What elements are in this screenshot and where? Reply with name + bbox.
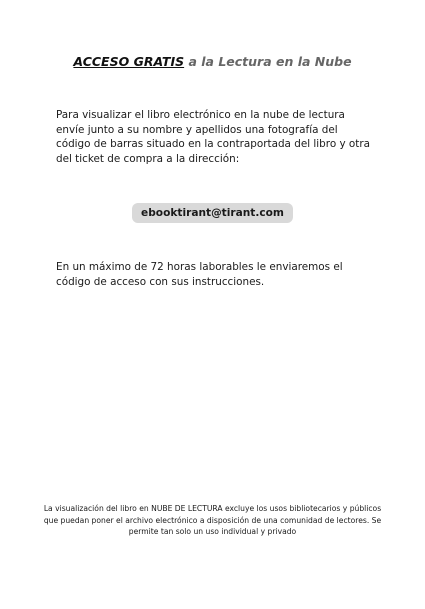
title-emphasis: ACCESO GRATIS (73, 54, 185, 69)
email-address-badge[interactable]: ebooktirant@tirant.com (132, 203, 293, 223)
followup-paragraph: En un máximo de 72 horas laborables le enviaremos el código de acceso con sus instrucciones. (56, 261, 343, 288)
title-rest: a la Lectura en la Nube (184, 54, 352, 69)
usage-disclaimer: La visualización del libro en NUBE DE LECTURA excluye los usos bibliotecarios y públicos que puedan poner el archivo electrónico a disposición de una comunidad de lectores. Se permite tan solo un uso individual y privado (43, 504, 382, 536)
page-title (0, 54, 425, 69)
instructions-paragraph: Para visualizar el libro electrónico en la nube de lectura envíe junto a su nombre y apellidos una fotografía del código de barras situado en la contraportada del libro y otra del ticket de compra a la dirección: (56, 109, 371, 165)
email-container (0, 201, 425, 223)
